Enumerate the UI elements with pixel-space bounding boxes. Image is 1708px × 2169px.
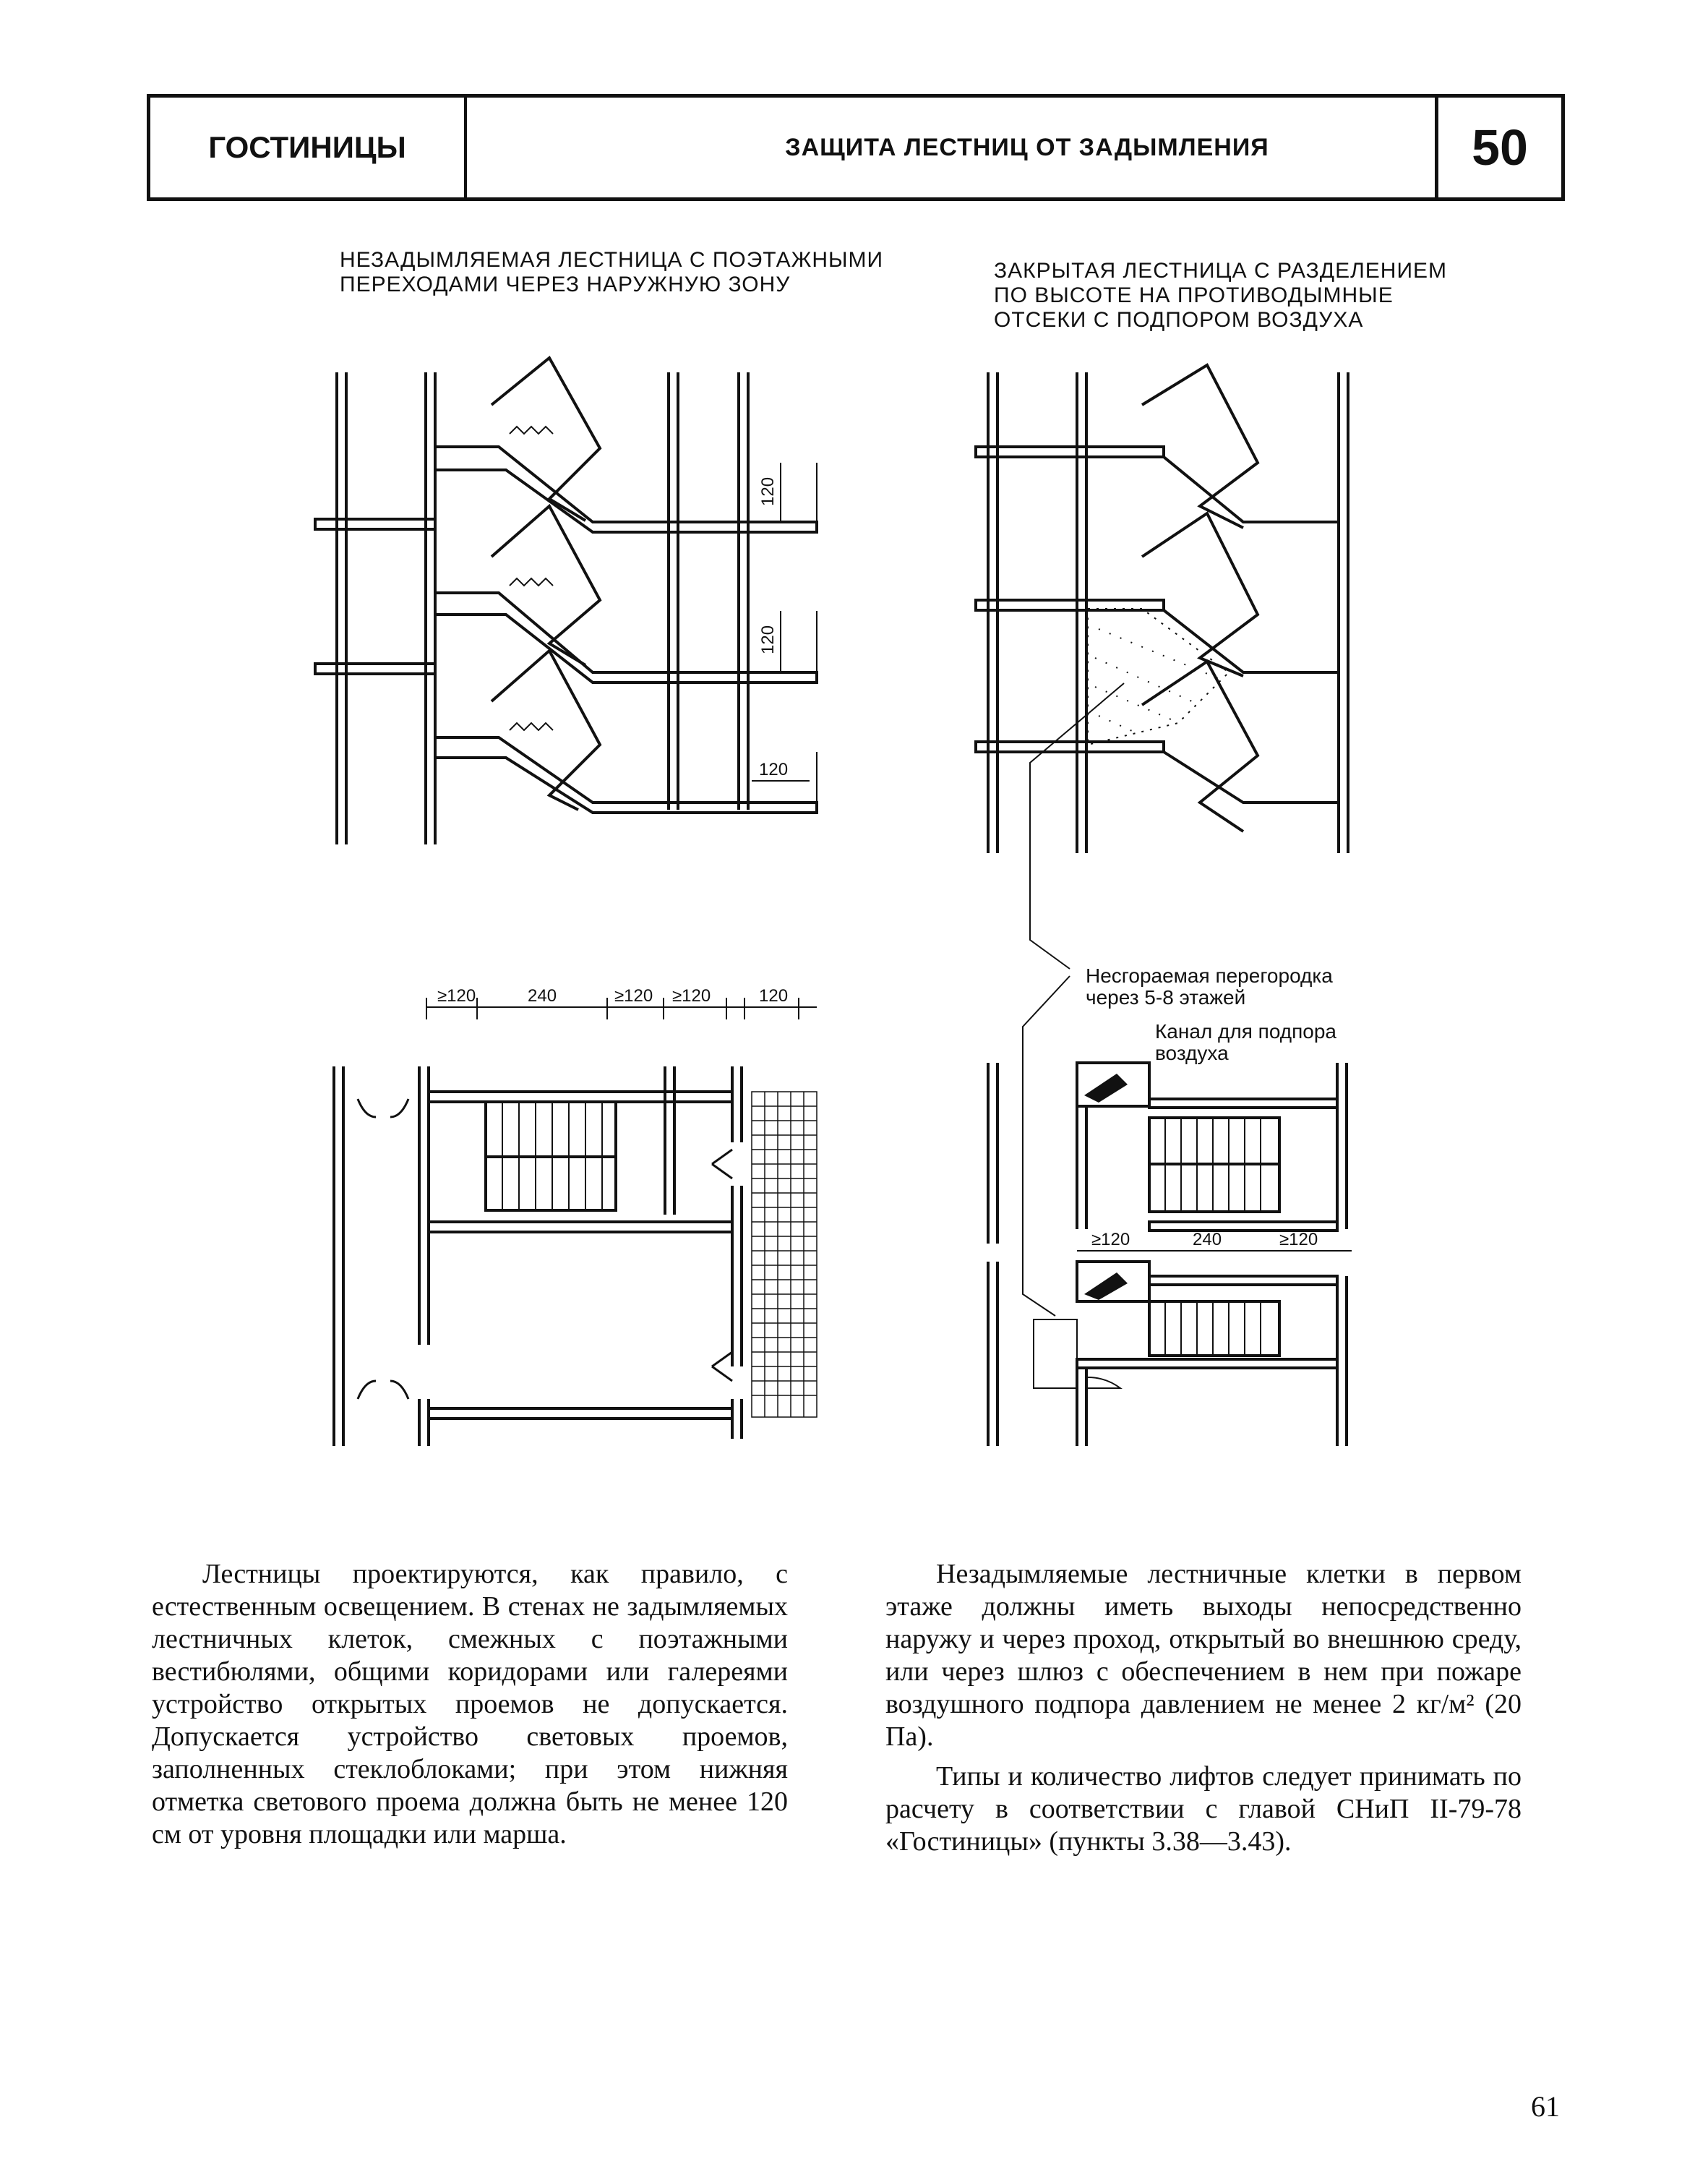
- dim-label: 120: [758, 625, 778, 654]
- left-section-drawing: [315, 358, 817, 844]
- glass-block-grid: [752, 1092, 817, 1417]
- body-paragraph: Лестницы проектируются, как правило, с естественным освещением. В стенах не задымляемых лестничных клеток, смежных с поэтажными вестибюлями, общими коридорами или галереями устройство открытых проемов не допускается. Допускается устройство световых проемов, заполненных стеклоблоками; при этом нижняя отметка светового проема должна быть не менее 120 см от уровня площадки или марша.: [152, 1559, 788, 1849]
- page-badge: 50: [1435, 98, 1561, 197]
- partition-note: Несгораемая перегородка через 5-8 этажей: [1086, 964, 1333, 1009]
- channel-note: Канал для подпора воздуха: [1155, 1020, 1336, 1064]
- dim-label: ≥120: [437, 986, 476, 1006]
- dim-label: ≥120: [614, 986, 653, 1006]
- left-plan-drawing: [334, 998, 817, 1446]
- dim-label: ≥120: [672, 986, 711, 1006]
- page-number: 61: [1531, 2090, 1560, 2123]
- right-figure-caption: ЗАКРЫТАЯ ЛЕСТНИЦА С РАЗДЕЛЕНИЕМ ПО ВЫСОТЕ НА ПРОТИВОДЫМНЫЕ ОТСЕКИ С ПОДПОРОМ ВОЗДУХА: [994, 259, 1448, 332]
- dim-label: 240: [528, 986, 557, 1006]
- left-plan-dims: [437, 986, 788, 1006]
- body-left-column: [152, 1558, 788, 1858]
- right-plan-dims: [1091, 1230, 1318, 1249]
- left-figure-caption: НЕЗАДЫМЛЯЕМАЯ ЛЕСТНИЦА С ПОЭТАЖНЫМИ ПЕРЕХОДАМИ ЧЕРЕЗ НАРУЖНУЮ ЗОНУ: [340, 248, 884, 296]
- dim-label: ≥120: [1279, 1230, 1318, 1249]
- dim-label: 120: [759, 986, 789, 1006]
- dim-label: 120: [758, 476, 778, 506]
- dim-label: ≥120: [1091, 1230, 1130, 1249]
- body-paragraph: Типы и количество лифтов следует принимать по расчету в соответствии с главой СНиП II-79-78 «Гостиницы» (пункты 3.38—3.43).: [885, 1761, 1522, 1857]
- right-section-drawing: [976, 365, 1348, 1316]
- page-title: ЗАЩИТА ЛЕСТНИЦ ОТ ЗАДЫМЛЕНИЯ: [785, 133, 1269, 161]
- dim-label: 120: [759, 760, 789, 779]
- section-title: ГОСТИНИЦЫ: [150, 98, 467, 197]
- body-right-column: [885, 1558, 1522, 1865]
- dim-label: 240: [1193, 1230, 1222, 1249]
- body-paragraph: Незадымляемые лестничные клетки в первом этаже должны иметь выходы непосредственно наружу и через проход, открытый во внешнюю среду, или через шлюз с обеспечением в нем при пожаре воздушного подпора давлением не менее 2 кг/м² (20 Па).: [885, 1559, 1522, 1752]
- right-plan-drawing: [988, 1063, 1352, 1446]
